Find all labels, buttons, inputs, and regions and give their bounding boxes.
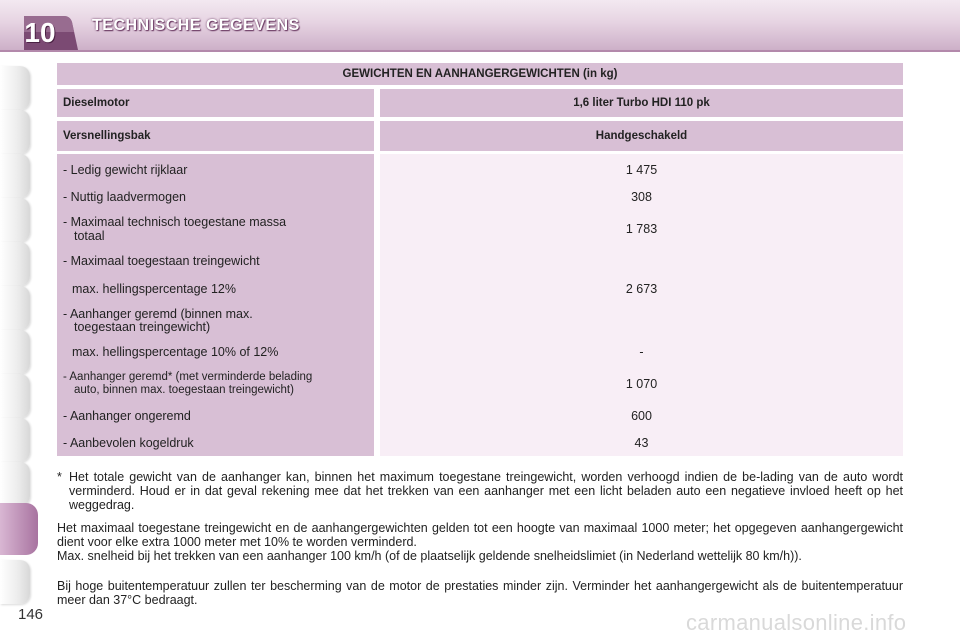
gearbox-value: Handgeschakeld <box>380 121 903 151</box>
engine-value: 1,6 liter Turbo HDI 110 pk <box>380 89 903 117</box>
chapter-tab-12[interactable] <box>0 560 30 604</box>
row-label-braked-trailer: - Aanhanger geremd (binnen max. <box>63 307 253 321</box>
row-value-braked-trailer-reduced: 1 070 <box>625 377 658 391</box>
chapter-tab-7[interactable] <box>0 330 30 374</box>
footnote-mark: * <box>57 470 62 484</box>
chapter-tab-5[interactable] <box>0 242 30 286</box>
row-label-max-mass-cont: totaal <box>74 229 105 243</box>
row-label-max-mass: - Maximaal technisch toegestane massa <box>63 215 287 229</box>
table-title: GEWICHTEN EN AANHANGERGEWICHTEN (in kg) <box>57 63 903 85</box>
row-value-payload: 308 <box>631 190 652 204</box>
gearbox-label: Versnellingsbak <box>57 121 374 151</box>
row-label-braked-trailer-reduced-cont: auto, binnen max. toegestaan treingewicht) <box>74 384 294 396</box>
chapter-tab-3[interactable] <box>0 154 30 198</box>
page-number: 146 <box>18 606 44 623</box>
row-value-max-mass: 1 783 <box>625 222 658 236</box>
row-label-payload: - Nuttig laadvermogen <box>63 190 186 204</box>
chapter-tab-2[interactable] <box>0 110 30 154</box>
row-value-slope-12: 2 673 <box>625 282 658 296</box>
chapter-tab-9[interactable] <box>0 418 30 462</box>
row-value-slope-10-12: - <box>639 345 644 359</box>
paragraph-temperature: Bij hoge buitentemperatuur zullen ter bescherming van de motor de prestaties minder zijn. Verminder het aanhangergewicht als de buitentemperatuur meer dan 37°C bedraagt. <box>57 579 903 607</box>
header-divider <box>0 50 960 52</box>
row-label-unbraked-trailer: - Aanhanger ongeremd <box>63 409 191 423</box>
chapter-tab-8[interactable] <box>0 374 30 418</box>
row-label-braked-trailer-reduced: - Aanhanger geremd* (met verminderde belading <box>63 371 313 383</box>
row-label-nose-weight: - Aanbevolen kogeldruk <box>63 436 194 450</box>
row-label-max-train-weight: - Maximaal toegestaan treingewicht <box>63 254 260 268</box>
chapter-tab-4[interactable] <box>0 198 30 242</box>
chapter-tab-10[interactable] <box>0 462 30 506</box>
row-value-unbraked-trailer: 600 <box>631 409 652 423</box>
footnote <box>57 470 903 512</box>
paragraph-speed: Max. snelheid bij het trekken van een aanhanger 100 km/h (of de plaatselijk geldende snelheidslimiet (in Nederland wettelijk 80 km/h)). <box>57 549 802 563</box>
row-value-empty-weight: 1 475 <box>625 163 658 177</box>
footnote-text: Het totale gewicht van de aanhanger kan, binnen het maximum toegestane treingewicht, worden verhoogd indien de be-lading van de auto wordt verminderd. Houd er in dat geval rekening mee dat het trekken van een aanhanger met een licht beladen auto een negatieve invloed heeft op het weggedrag. <box>69 470 903 512</box>
row-label-slope-10-12: max. hellingspercentage 10% of 12% <box>72 345 279 359</box>
engine-label: Dieselmotor <box>57 89 374 117</box>
watermark: carmanualsonline.info <box>686 610 907 635</box>
chapter-tab-active[interactable] <box>0 503 38 555</box>
chapter-number: 10 <box>24 17 56 48</box>
row-label-slope-12: max. hellingspercentage 12% <box>72 282 236 296</box>
chapter-tab-1[interactable] <box>0 66 30 110</box>
row-label-braked-trailer-cont: toegestaan treingewicht) <box>74 320 211 334</box>
page-title: TECHNISCHE GEGEVENS <box>92 17 300 34</box>
row-value-nose-weight: 43 <box>634 436 649 450</box>
chapter-tab-6[interactable] <box>0 286 30 330</box>
paragraph-altitude: Het maximaal toegestane treingewicht en de aanhangergewichten gelden tot een hoogte van maximaal 1000 meter; het opgegeven aanhangergewicht dient voor elke extra 1000 meter met 10% te worden verminderd. <box>57 521 903 549</box>
row-label-empty-weight: - Ledig gewicht rijklaar <box>63 163 188 177</box>
